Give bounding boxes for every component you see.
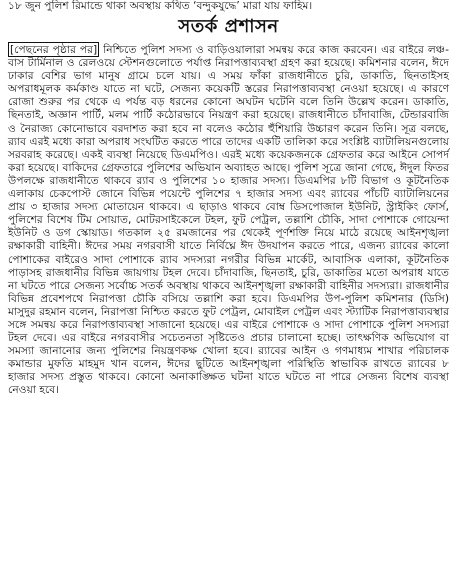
continued-from-tag: [পেছনের পৃষ্ঠার পর] [10, 43, 98, 56]
article-paragraph [8, 43, 449, 397]
previous-article-fragment: ১৮ জুন পুলিশ রিমান্ডে থাকা অবস্থায় কথিত ‘বন্দুকযুদ্ধে’ মারা যায় ফাহিম। [8, 0, 313, 12]
article-body [8, 43, 449, 397]
article-headline: সতর্ক প্রশাসন [178, 16, 279, 37]
article-body-text: নিশ্চিতে পুলিশ সদস্য ও বাড়িওয়ালারা সমন্বয় করে কাজ করবেন। এর বাইরে লঞ্চ-বাস টার্মিনাল ও রেলওয়ে স্টেশনগুলোতে পর্যাপ্ত নিরাপত্তাব্যবস্থা গ্রহণ করা হয়েছে। কমিশনার বলেন, ঈদে ঢাকার বেশির ভাগ মানুষ গ্রামে চলে যায়। এ সময় ফাঁকা রাজধানীতে চুরি, ডাকাতি, ছিনতাইসহ অপরাধমূলক কর্মকাণ্ড যাতে না ঘটে, সেজন্য কয়েকটি স্তরের নিরাপত্তাব্যবস্থা নেওয়া হয়েছে। এ কারণে রোজা শুরুর পর থেকে এ পর্যন্ত বড় ধরনের কোনো অঘটন ঘটেনি বলে তিনি উল্লেখ করেন। ডাকাতি, ছিনতাই, অজ্ঞান পার্টি, মলম পার্টি কঠোরভাবে নিয়ন্ত্রণ করা হয়েছে। রাজধানীতে চাঁদাবাজি, টেন্ডারবাজি ও নৈরাজ্য কোনোভাবে বরদাশত করা হবে না বলেও কঠোর হুঁশিয়ারি উচ্চারণ করেন তিনি। সূত্র বলছে, র‍্যাব এরই মধ্যে কারা অপরাধ সংঘটিত করতে পারে তাদের একটি তালিকা করে সংশ্লিষ্ট ব্যাটালিয়নগুলোয় সরবরাহ করেছে। একই ব্যবস্থা নিয়েছে ডিএমপিও। এরই মধ্যে কয়েকজনকে গ্রেফতার করে আইনে সোপর্দ করা হয়েছে। বাকিদের গ্রেফতারে পুলিশের অভিযান অব্যাহত আছে। পুলিশ সূত্রে জানা গেছে, ঈদুল ফিতর উপলক্ষে রাজধানীতে থাকবে র‍্যাব ও পুলিশের ১০ হাজার সদস্য। ডিএমপির ৮টি বিভাগ ও কূটনৈতিক এলাকায় চেকপোস্ট জোনে বিভিন্ন পয়েন্টে পুলিশের ৭ হাজার সদস্য এবং র‍্যাবের পাঁচটি ব্যাটালিয়নের প্রায় ৩ হাজার সদস্য মোতায়েন থাকবে। এ ছাড়াও থাকবে বোম্ব ডিসপোজাল ইউনিট, স্ট্রাইকিং ফোর্স, পুলিশের বিশেষ টিম সোয়াত, মোটরসাইকেলে টহল, ফুট পেট্রল, তল্লাশি চৌকি, সাদা পোশাকে গোয়েন্দা ইউনিট ও ডগ স্কোয়াড। গতকাল ২৫ রমজানের পর থেকেই পূর্ণশক্তি নিয়ে মাঠে রয়েছে আইনশৃঙ্খলা রক্ষাকারী বাহিনী। ঈদের সময় নগরবাসী যাতে নির্বিঘ্নে ঈদ উদযাপন করতে পারে, এজন্য র‍্যাবের কালো পোশাকের বাইরেও সাদা পোশাকে র‍্যাব সদস্যরা নগরীর বিভিন্ন মার্কেট, আবাসিক এলাকা, কূটনৈতিক পাড়াসহ রাজধানীর বিভিন্ন জায়গায় টহল দেবে। চাঁদাবাজি, ছিনতাই, চুরি, ডাকাতির মতো অপরাধ যাতে না ঘটতে পারে সেজন্য সর্বোচ্চ সতর্ক অবস্থায় থাকবে আইনশৃঙ্খলা রক্ষাকারী বাহিনীর সদস্যরা। রাজধানীর বিভিন্ন প্রবেশপথে নিরাপত্তা চৌকি বসিয়ে তল্লাশি করা হবে। ডিএমপির উপ-পুলিশ কমিশনার (ডিসি) মাসুদুর রহমান বলেন, নিরাপত্তা নিশ্চিত করতে ফুট পেট্রল, মোবাইল পেট্রল এবং স্ট্যাটিক নিরাপত্তাব্যবস্থার সঙ্গে সমন্বয় করে নিরাপত্তাব্যবস্থা সাজানো হয়েছে। এর বাইরে পোশাকে ও সাদা পোশাকে পুলিশ সদস্যরা টহল দেবে। এর বাইরে নগরবাসীর সচেতনতা সৃষ্টিতেও প্রচার চালানো হচ্ছে। তাৎক্ষণিক অভিযোগ বা সমস্যা জানানোর জন্য পুলিশের নিয়ন্ত্রণকক্ষ খোলা হবে। র‍্যাবের আইন ও গণমাধ্যম শাখার পরিচালক কমান্ডার মুফতি মাহমুদ খান বলেন, ঈদের ছুটিতে আইনশৃঙ্খলা পরিস্থিতি স্বাভাবিক রাখতে র‍্যাবের ৮ হাজার সদস্য প্রস্তুত থাকবে। কোনো অনাকাঙ্ক্ষিত ঘটনা যাতে ঘটতে না পারে সেজন্য বিশেষ ব্যবস্থা নেওয়া হবে। [8, 43, 449, 397]
